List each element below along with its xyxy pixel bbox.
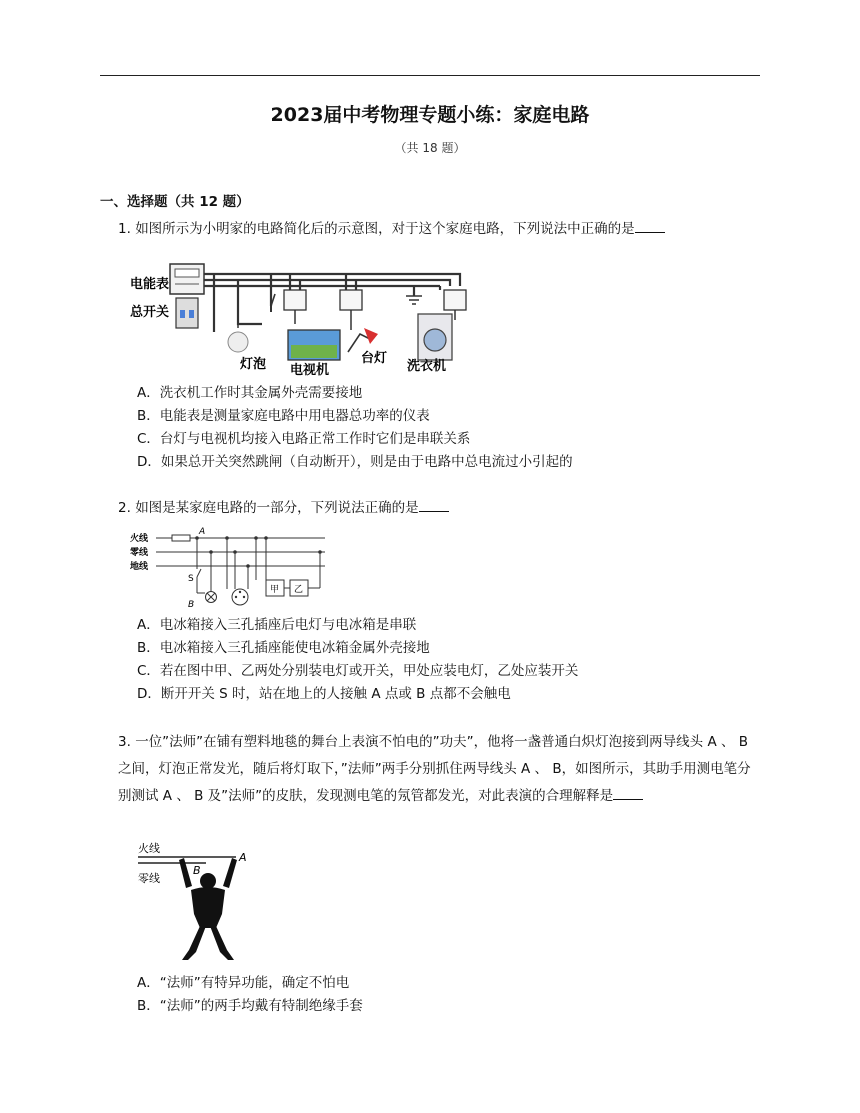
point-b-label: B	[193, 864, 201, 877]
question-2	[118, 499, 449, 518]
switch-s-label: S	[188, 574, 194, 584]
point-a-label: A	[199, 527, 206, 537]
socket-icon	[444, 290, 466, 310]
jia-label: 甲	[270, 585, 280, 595]
socket-icon	[340, 290, 362, 310]
option[interactable]: B．电冰箱接入三孔插座能使电冰箱金属外壳接地	[137, 640, 430, 656]
question-number: 2.	[118, 500, 131, 516]
main-switch-icon	[176, 298, 198, 328]
tv-label: 电视机	[290, 363, 330, 377]
point-a-label: A	[239, 851, 247, 864]
page-subtitle: （共 18 题）	[394, 141, 466, 155]
bulb-label: 灯泡	[240, 357, 267, 372]
question-stem: 一位”法师”在铺有塑料地毯的舞台上表演不怕电的”功夫”，他将一盏普通白炽灯泡接到两导线头 A 、 B 之间，灯泡正常发光，随后将灯取下，”法师”两手分别抓住两导线头 A 、 B，如图所示，其助手用测电笔分别测试 A 、 B 及”法师”的皮肤，发现测电笔的氖管都发光，对此表演的合理解释是	[118, 734, 751, 804]
option[interactable]: A．“法师”有特异功能，确定不怕电	[137, 975, 350, 991]
answer-blank	[635, 220, 665, 233]
circuit-diagram-figure	[130, 525, 330, 610]
live-wire-label: 火线	[138, 842, 160, 855]
lamp-label: 台灯	[361, 351, 388, 366]
magician-figure	[136, 838, 256, 966]
person-silhouette-icon	[179, 858, 237, 960]
washer-label: 洗衣机	[407, 359, 447, 374]
page-title: 2023届中考物理专题小练：家庭电路	[270, 104, 590, 126]
option[interactable]: A．电冰箱接入三孔插座后电灯与电冰箱是串联	[137, 617, 417, 633]
question-3	[118, 729, 760, 810]
option[interactable]: A．洗衣机工作时其金属外壳需要接地	[137, 385, 363, 401]
question-number: 1.	[118, 221, 131, 237]
yi-label: 乙	[294, 585, 304, 595]
header-rule	[100, 75, 760, 76]
option[interactable]: B．电能表是测量家庭电路中用电器总功率的仪表	[137, 408, 430, 424]
neutral-wire-label: 零线	[130, 548, 149, 558]
question-stem: 如图是某家庭电路的一部分，下列说法正确的是	[135, 500, 419, 516]
ground-icon	[406, 296, 422, 304]
option[interactable]: D．如果总开关突然跳闸（自动断开），则是由于电路中总电流过小引起的	[137, 454, 573, 470]
answer-blank	[419, 499, 449, 512]
socket-icon	[284, 290, 306, 310]
live-wire-label: 火线	[130, 534, 149, 544]
option[interactable]: C．若在图中甲、乙两处分别装电灯或开关，甲处应装电灯，乙处应装开关	[137, 663, 579, 679]
section-heading: 一、选择题（共 12 题）	[100, 194, 250, 210]
ground-wire-label: 地线	[130, 562, 149, 572]
main-switch-label: 总开关	[130, 305, 170, 320]
question-1	[118, 220, 665, 239]
question-stem: 如图所示为小明家的电路简化后的示意图，对于这个家庭电路，下列说法中正确的是	[135, 221, 635, 237]
question-number: 3.	[118, 734, 131, 750]
meter-label: 电能表	[130, 277, 170, 292]
household-circuit-figure	[128, 262, 473, 377]
option[interactable]: B．“法师”的两手均戴有特制绝缘手套	[137, 998, 363, 1014]
bulb-icon	[228, 332, 248, 352]
option[interactable]: D．断开开关 S 时，站在地上的人接触 A 点或 B 点都不会触电	[137, 686, 511, 702]
point-b-label: B	[188, 600, 195, 610]
answer-blank	[613, 787, 643, 800]
neutral-wire-label: 零线	[138, 872, 160, 885]
option[interactable]: C．台灯与电视机均接入电路正常工作时它们是串联关系	[137, 431, 471, 447]
